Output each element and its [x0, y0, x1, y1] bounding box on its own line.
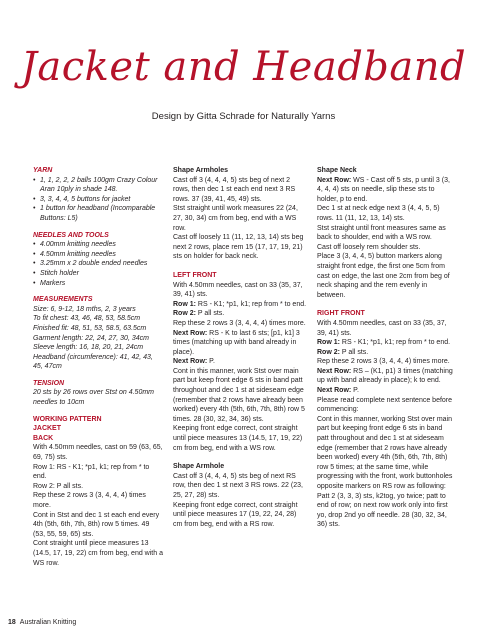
magazine-name: Australian Knitting [19, 619, 77, 626]
row-text: P. [351, 387, 359, 395]
row-text: RS – (K1, p1) 3 times (matching up with band already in place); k to end. [317, 367, 453, 385]
instruction-paragraph [173, 329, 307, 358]
instruction-paragraph [317, 338, 455, 348]
instruction-paragraph: Cont in this manner, work Stst over main part but keep front edge 6 sts in band patt throughout and dec 1 st at sideseam edge (remember that 2 rows have already been worked) every 4th (5th, 6th, 7th, 8th) row 5 times. 28 (30, 32, 34, 36) sts. [173, 367, 305, 423]
column-neck-right-front [317, 166, 455, 530]
back-heading: BACK [33, 434, 54, 442]
designer-credit: Design by Gitta Schrade for Naturally Yarns [151, 111, 336, 122]
tension-text: 20 sts by 26 rows over Stst on 4.50mm needles to 10cm [33, 389, 154, 407]
row-text: WS - Cast off 5 sts, p until 3 (3, 4, 4, 4) sts on needle, slip these sts to holder, p to end. [317, 176, 450, 203]
shape-neck-heading: Shape Neck [317, 167, 357, 174]
list-item: • Stitch holder [33, 269, 163, 279]
list-item: • 3, 3, 4, 4, 5 buttons for jacket [33, 195, 163, 205]
measurements-heading: MEASUREMENTS [33, 296, 93, 304]
instruction-paragraph [317, 367, 455, 386]
instruction-paragraph: Rep these 2 rows 3 (3, 4, 4, 4) times more. [317, 358, 450, 366]
instruction-paragraph: With 4.50mm needles, cast on 33 (35, 37, 39, 41) sts. [173, 281, 303, 299]
measurement-line: Headband (circumference): 41, 42, 43, 45, 47cm [33, 353, 153, 371]
yarn-heading: YARN [33, 167, 53, 174]
yarn-list [33, 176, 163, 224]
measurements-block [33, 305, 163, 372]
working-pattern-heading: WORKING PATTERN [33, 415, 102, 423]
instruction-paragraph: Cast off loosely rem shoulder sts. [317, 243, 421, 251]
instruction-paragraph: Stst straight until front measures same as back to shoulder, end with a WS row. [317, 224, 446, 242]
row-label: Row 2: [317, 348, 340, 356]
row-text: RS - K to last 6 sts; [p1, k1] 3 times (matching up with band already in place). [173, 329, 300, 356]
tools-list [33, 240, 163, 288]
column-materials [33, 166, 163, 568]
instruction-paragraph: Stst straight until work measures 22 (24, 27, 30, 34) cm from beg, end with a WS row. [173, 205, 298, 232]
list-item: • 1, 1, 2, 2, 2 balls 100gm Crazy Colour Aran 10ply in shade 148. [33, 176, 163, 195]
measurement-line: Finished fit: 48, 51, 53, 58.5, 63.5cm [33, 324, 147, 332]
shape-armholes-heading: Shape Armholes [173, 167, 228, 174]
instruction-paragraph: Cast off 3 (4, 4, 4, 5) sts beg of next 2 rows, then dec 1 st each end next 3 RS rows. 37 (39, 41, 45, 49) sts. [173, 176, 296, 203]
instruction-paragraph: Place 3 (3, 4, 4, 5) button markers along straight front edge, the first one 5cm from cast on edge, the last one 2cm from beg of neck shaping and the rem evenly in between. [317, 253, 450, 299]
instruction-paragraph: Cont in this manner, working Stst over main part but keeping front edge 6 sts in band patt throughout and dec 1 st at sideseam edge (remember that 2 rows have already been worked) every 4th (5th, 6th, 7th, 8th) row 5 times; at the same time, while progressing with the front, work buttonholes opposite markers on RS row as following: Patt 2 (3, 3, 3) sts, k2tog, yo twice; patt to end of row; on next row work only into first yo, drop 2nd yo off needle. 28 (30, 32, 34, 36) sts. [317, 415, 453, 529]
instruction-paragraph: With 4.50mm needles, cast on 59 (63, 65, 69, 75) sts. [33, 444, 163, 462]
shape-armhole-heading: Shape Armhole [173, 463, 225, 471]
row-text: P all sts. [195, 310, 225, 318]
instruction-paragraph [173, 300, 307, 310]
page-title: Jacket and Headband [20, 44, 467, 90]
row-text: P all sts. [339, 348, 369, 356]
instruction-paragraph [317, 176, 455, 205]
list-item: • 3.25mm x 2 double ended needles [33, 259, 163, 269]
instruction-paragraph: Cont in Stst and dec 1 st each end every 4th (5th, 6th, 7th, 8th) row 5 times. 49 (53, 55, 59, 65) sts. [33, 511, 160, 538]
instruction-paragraph [317, 348, 455, 358]
row-label: Next Row: [173, 358, 208, 366]
row-label: Next Row: [173, 329, 208, 337]
right-front-heading: RIGHT FRONT [317, 310, 365, 318]
instruction-paragraph: Row 1: RS - K1; *p1, k1; rep from * to end. [33, 463, 150, 481]
instruction-paragraph: Row 2: P all sts. [33, 482, 84, 490]
measurement-line: Size: 6, 9-12, 18 mths, 2, 3 years [33, 305, 136, 313]
row-label: Next Row: [317, 176, 352, 184]
row-label: Row 1: [173, 300, 196, 308]
tools-heading: NEEDLES AND TOOLS [33, 231, 109, 239]
instruction-paragraph: Cast off loosely 11 (11, 12, 13, 14) sts beg next 2 rows, place rem 15 (17, 17, 19, 21) sts on holder for back neck. [173, 234, 304, 261]
instruction-paragraph: Rep these 2 rows 3 (3, 4, 4, 4) times more. [33, 492, 146, 509]
row-text: RS - K1; *p1, k1; rep from * to end. [339, 339, 451, 347]
page-footer [8, 619, 76, 626]
row-text: RS - K1; *p1, k1; rep from * to end. [195, 300, 307, 308]
instruction-paragraph: Keeping front edge correct, cont straight until piece measures 17 (19, 22, 24, 28) cm from beg, end with a RS row. [173, 501, 298, 528]
instruction-paragraph: Cont straight until piece measures 13 (14.5, 17, 19, 22) cm from beg, end with a WS row. [33, 540, 163, 567]
instruction-paragraph [317, 386, 455, 396]
row-label: Row 1: [317, 339, 340, 347]
row-label: Row 2: [173, 310, 196, 318]
instruction-paragraph: Dec 1 st at neck edge next 3 (4, 4, 5, 5) rows. 11 (11, 12, 13, 14) sts. [317, 205, 440, 222]
measurement-line: Garment length: 22, 24, 27, 30, 34cm [33, 334, 149, 342]
instruction-paragraph: With 4.50mm needles, cast on 33 (35, 37, 39, 41) sts. [317, 319, 447, 337]
measurement-line: To fit chest: 43, 46, 48, 53, 58.5cm [33, 315, 141, 323]
list-item: • 1 button for headband (Incomparable Buttons: L5) [33, 204, 163, 223]
left-front-heading: LEFT FRONT [173, 271, 217, 279]
column-back-left-front [173, 166, 307, 529]
instruction-paragraph: Rep these 2 rows 3 (3, 4, 4, 4) times more. [173, 319, 306, 327]
row-text: P. [207, 358, 215, 366]
instruction-paragraph [173, 309, 307, 319]
jacket-heading: JACKET [33, 425, 62, 433]
tension-heading: TENSION [33, 379, 65, 387]
row-label: Next Row: [317, 367, 352, 375]
row-label: Next Row: [317, 387, 352, 395]
list-item: • Markers [33, 279, 163, 289]
list-item: • 4.50mm knitting needles [33, 250, 163, 260]
list-item: • 4.00mm knitting needles [33, 240, 163, 250]
page-number: 18 [8, 619, 16, 626]
instruction-paragraph: Please read complete next sentence before commencing: [317, 396, 453, 414]
instruction-paragraph: Cast off 3 (4, 4, 4, 5) sts beg of next RS row, then dec 1 st next 3 RS rows. 22 (23, 25, 27, 28) sts. [173, 472, 303, 499]
measurement-line: Sleeve length: 16, 18, 20, 21, 24cm [33, 344, 144, 352]
instruction-paragraph [173, 357, 307, 367]
instruction-paragraph: Keeping front edge correct, cont straight until piece measures 13 (14.5, 17, 19, 22) cm from beg, end with a WS row. [173, 425, 303, 452]
